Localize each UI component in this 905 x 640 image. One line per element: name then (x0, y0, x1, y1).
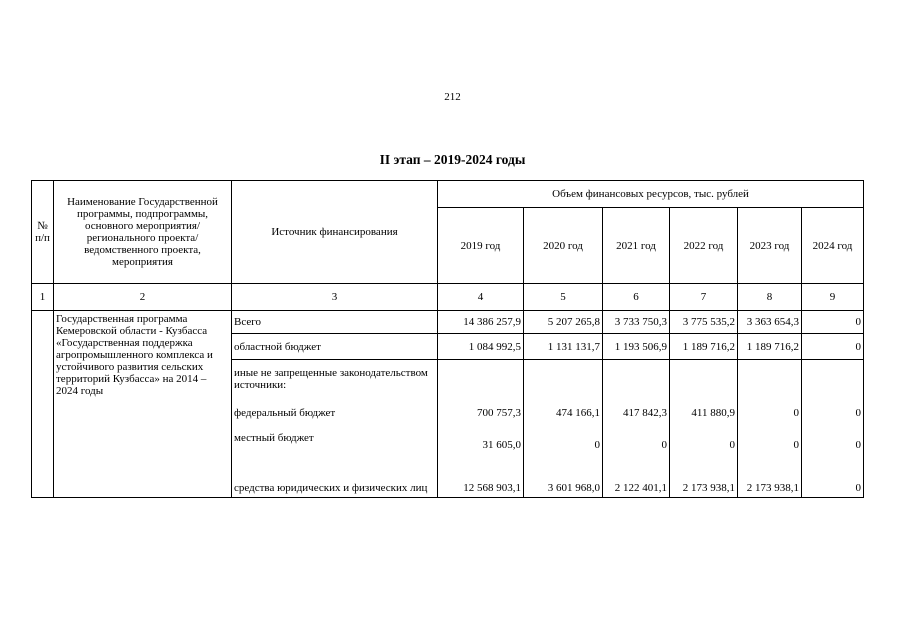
value-cell: 0 (738, 398, 802, 428)
header-name: Наименование Государственной программы, подпрограммы, основного мероприятия/регионального проекта/ведомственного проекта, мероприятия (54, 181, 232, 284)
value-cell: 0 (738, 428, 802, 462)
program-name: Государственная программа Кемеровской области - Кузбасса «Государственная поддержка агропромышленного комплекса и устойчивого развития сельских территорий Кузбасса» на 2014 – 2024 годы (54, 311, 232, 498)
col-number: 4 (438, 284, 524, 311)
source-label: областной бюджет (232, 334, 438, 360)
col-number: 1 (32, 284, 54, 311)
value-cell: 0 (802, 398, 864, 428)
value-cell: 1 131 131,7 (524, 334, 603, 360)
value-cell: 3 733 750,3 (603, 311, 670, 334)
value-cell: 3 601 968,0 (524, 462, 603, 498)
col-number: 3 (232, 284, 438, 311)
empty-cell (603, 360, 670, 398)
value-cell: 417 842,3 (603, 398, 670, 428)
col-number: 7 (670, 284, 738, 311)
value-cell: 12 568 903,1 (438, 462, 524, 498)
header-year: 2024 год (802, 208, 864, 284)
value-cell: 31 605,0 (438, 428, 524, 462)
header-row-top (32, 181, 864, 208)
value-cell: 474 166,1 (524, 398, 603, 428)
col-number: 8 (738, 284, 802, 311)
value-cell: 411 880,9 (670, 398, 738, 428)
source-label: средства юридических и физических лиц (232, 462, 438, 498)
value-cell: 5 207 265,8 (524, 311, 603, 334)
empty-cell (670, 360, 738, 398)
col-number: 6 (603, 284, 670, 311)
empty-cell (738, 360, 802, 398)
value-cell: 0 (802, 311, 864, 334)
table-row (32, 311, 864, 334)
col-number: 5 (524, 284, 603, 311)
value-cell: 3 775 535,2 (670, 311, 738, 334)
value-cell: 1 084 992,5 (438, 334, 524, 360)
header-year: 2019 год (438, 208, 524, 284)
value-cell: 0 (802, 334, 864, 360)
value-cell: 2 173 938,1 (670, 462, 738, 498)
value-cell: 2 122 401,1 (603, 462, 670, 498)
value-cell: 0 (802, 428, 864, 462)
value-cell: 0 (524, 428, 603, 462)
header-year: 2021 год (603, 208, 670, 284)
value-cell: 1 189 716,2 (738, 334, 802, 360)
numbering-row (32, 284, 864, 311)
value-cell: 1 189 716,2 (670, 334, 738, 360)
empty-cell (802, 360, 864, 398)
value-cell: 700 757,3 (438, 398, 524, 428)
row-number-cell (32, 311, 54, 498)
col-number: 9 (802, 284, 864, 311)
source-label: Всего (232, 311, 438, 334)
financing-table (31, 180, 864, 498)
header-year: 2020 год (524, 208, 603, 284)
value-cell: 0 (802, 462, 864, 498)
value-cell: 0 (670, 428, 738, 462)
empty-cell (438, 360, 524, 398)
header-volume: Объем финансовых ресурсов, тыс. рублей (438, 181, 864, 208)
value-cell: 0 (603, 428, 670, 462)
source-label: федеральный бюджет (232, 398, 438, 428)
header-num: № п/п (32, 181, 54, 284)
header-source: Источник финансирования (232, 181, 438, 284)
header-year: 2022 год (670, 208, 738, 284)
value-cell: 3 363 654,3 (738, 311, 802, 334)
source-label: местный бюджет (232, 428, 438, 462)
value-cell: 14 386 257,9 (438, 311, 524, 334)
value-cell: 2 173 938,1 (738, 462, 802, 498)
page-number: 212 (444, 91, 461, 103)
stage-heading: II этап – 2019-2024 годы (379, 152, 526, 167)
col-number: 2 (54, 284, 232, 311)
empty-cell (524, 360, 603, 398)
header-year: 2023 год (738, 208, 802, 284)
value-cell: 1 193 506,9 (603, 334, 670, 360)
source-label: иные не запрещенные законодательством источники: (232, 360, 438, 398)
